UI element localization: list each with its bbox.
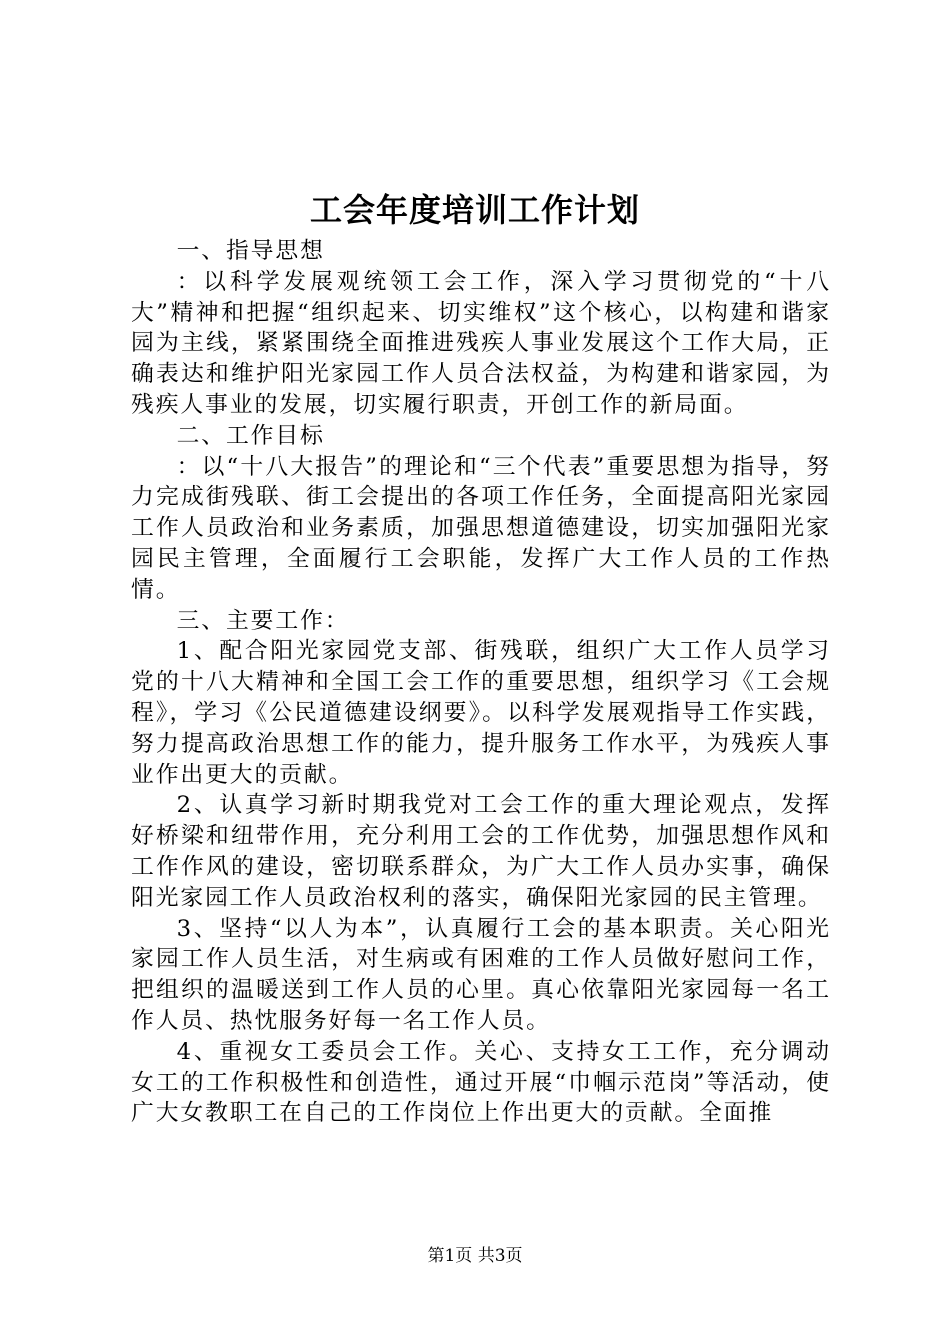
section-heading-guiding-ideology: 一、指导思想	[176, 238, 325, 264]
section-heading-work-goals: 二、工作目标	[176, 422, 325, 449]
page-number-footer: 第1页 共3页	[427, 1246, 523, 1266]
paragraph-guiding-ideology: ：以科学发展观统领工会工作，深入学习贯彻党的“十八大”精神和把握“组织起来、切实维权”这个核心，以构建和谐家园为主线，紧紧围绕全面推进残疾人事业发展这个工作大局，正确表达和维护阳光家园工作人员合法权益，为构建和谐家园，为残疾人事业的发展，切实履行职责，开创工作的新局面。	[131, 268, 831, 418]
paragraph-work-goals: ：以“十八大报告”的理论和“三个代表”重要思想为指导，努力完成街残联、街工会提出的各项工作任务，全面提高阳光家园工作人员政治和业务素质，加强思想道德建设，切实加强阳光家园民主管理，全面履行工会职能，发挥广大工作人员的工作热情。	[131, 453, 831, 603]
document-title: 工会年度培训工作计划	[309, 191, 640, 229]
paragraph-main-work-item-1: 1、配合阳光家园党支部、街残联，组织广大工作人员学习党的十八大精神和全国工会工作的重要思想，组织学习《工会规程》，学习《公民道德建设纲要》。以科学发展观指导工作实践，努力提高政治思想工作的能力，提升服务工作水平，为残疾人事业作出更大的贡献。	[131, 638, 831, 788]
paragraph-main-work-item-3: 3、坚持“以人为本”，认真履行工会的基本职责。关心阳光家园工作人员生活，对生病或有困难的工作人员做好慰问工作，把组织的温暖送到工作人员的心里。真心依靠阳光家园每一名工作人员、热忱服务好每一名工作人员。	[131, 915, 831, 1034]
section-heading-main-work: 三、主要工作：	[176, 607, 350, 634]
document-body	[131, 236, 831, 1129]
paragraph-main-work-item-4: 4、重视女工委员会工作。关心、支持女工工作，充分调动女工的工作积极性和创造性，通过开展“巾帼示范岗”等活动，使广大女教职工在自己的工作岗位上作出更大的贡献。全面推	[131, 1038, 831, 1127]
paragraph-main-work-item-2: 2、认真学习新时期我党对工会工作的重大理论观点，发挥好桥梁和纽带作用，充分利用工会的工作优势，加强思想作风和工作作风的建设，密切联系群众，为广大工作人员办实事，确保阳光家园工作人员政治权利的落实，确保阳光家园的民主管理。	[131, 792, 831, 911]
